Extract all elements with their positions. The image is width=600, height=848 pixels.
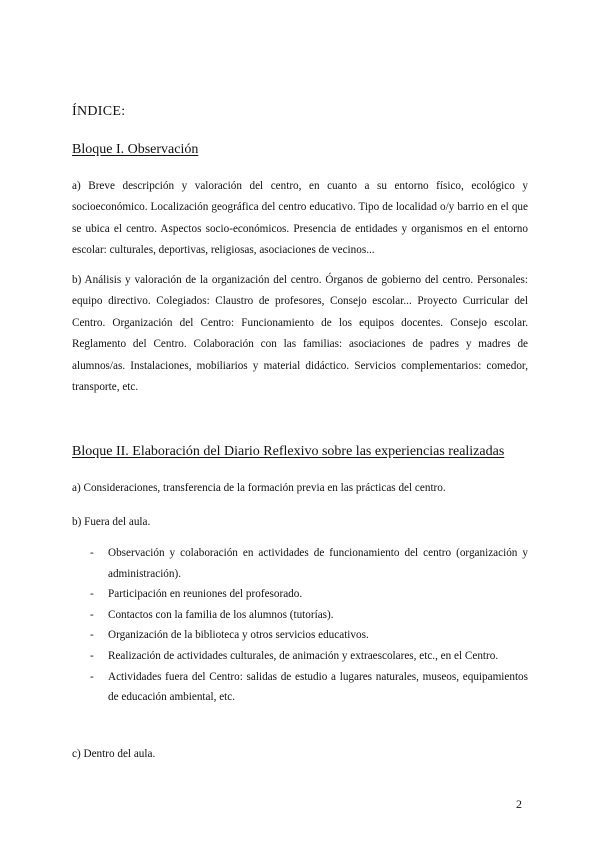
block-1-paragraph-a: a) Breve descripción y valoración del centro, en cuanto a su entorno físico, ecológico y socioeconómico. Localización geográfica del centro educativo. Tipo de localidad o/y barrio en el que se ubica el centro. Aspectos socio-económicos. Presencia de entidades y organismos en el entorno escolar: culturales, deportivas, religiosas, asociaciones de vecinos... xyxy=(72,180,528,257)
outside-classroom-list xyxy=(72,543,528,708)
list-item: - Organización de la biblioteca y otros servicios educativos. xyxy=(72,625,528,646)
block-2-heading: Bloque II. Elaboración del Diario Reflexivo sobre las experiencias realizadas xyxy=(72,444,505,459)
block-1-heading: Bloque I. Observación xyxy=(72,142,199,157)
list-item: - Realización de actividades culturales, de animación y extraescolares, etc., en el Centro. xyxy=(72,646,528,667)
list-item: - Actividades fuera del Centro: salidas de estudio a lugares naturales, museos, equipamientos de educación ambiental, etc. xyxy=(72,667,528,708)
index-title: ÍNDICE: xyxy=(72,104,126,119)
block-2-item-c: c) Dentro del aula. xyxy=(72,748,156,760)
block-2-item-b: b) Fuera del aula. xyxy=(72,516,151,528)
page-number: 2 xyxy=(516,797,522,811)
list-item: - Observación y colaboración en actividades de funcionamiento del centro (organización y administración). xyxy=(72,543,528,584)
block-1-paragraph-b: b) Análisis y valoración de la organización del centro. Órganos de gobierno del centro. Personales: equipo directivo. Colegiados: Claustro de profesores, Consejo escolar... Proyecto Curricular del Centro. Organización del Centro: Funcionamiento de los equipos docentes. Consejo escolar. Reglamento del Centro. Colaboración con las familias: asociaciones de padres y madres de alumnos/as. Instalaciones, mobiliarios y material didáctico. Servicios complementarios: comedor, transporte, etc. xyxy=(72,274,528,394)
list-item: - Participación en reuniones del profesorado. xyxy=(72,584,528,605)
block-2-item-a: a) Consideraciones, transferencia de la formación previa en las prácticas del centro. xyxy=(72,482,446,494)
list-item: - Contactos con la familia de los alumnos (tutorías). xyxy=(72,605,528,626)
